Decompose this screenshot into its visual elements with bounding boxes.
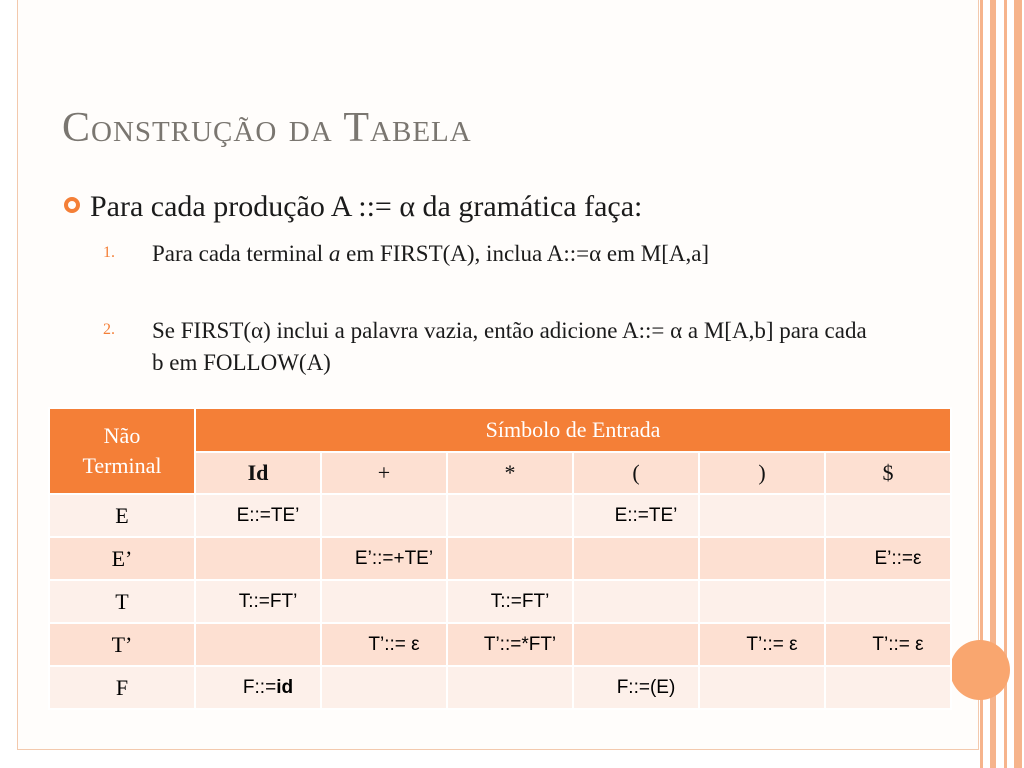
step-text: Se FIRST(α) inclui a palavra vazia, então adicione A::= α a M[A,b] para cada b em FOLLOW(A): [152, 318, 867, 375]
step-text: Para cada terminal a em FIRST(A), inclua A::=α em M[A,a]: [152, 241, 710, 266]
production-cell: T::=FT’: [195, 580, 321, 623]
column-header: +: [321, 452, 447, 494]
production-cell: [447, 537, 573, 580]
table-row: [49, 666, 951, 709]
production-cell: [195, 623, 321, 666]
production-cell: E::=TE’: [195, 494, 321, 537]
production-cell: T::=FT’: [447, 580, 573, 623]
production-cell: E’::=+TE’: [321, 537, 447, 580]
slide-title: Construção da Tabela: [62, 105, 472, 151]
bullet-ring-icon: [64, 197, 80, 213]
production-cell: [573, 580, 699, 623]
production-cell: E::=TE’: [573, 494, 699, 537]
production-cell: [573, 537, 699, 580]
production-cell: T’::= ε: [699, 623, 825, 666]
production-cell: T’::= ε: [321, 623, 447, 666]
production-cell: [321, 580, 447, 623]
column-header: $: [825, 452, 951, 494]
production-cell: [825, 666, 951, 709]
column-header: ): [699, 452, 825, 494]
column-header: Id: [195, 452, 321, 494]
production-cell: [321, 666, 447, 709]
production-cell: [699, 537, 825, 580]
decor-stripe: [1014, 0, 1022, 768]
column-header: *: [447, 452, 573, 494]
nonterminal-cell: E’: [49, 537, 195, 580]
group-header: Símbolo de Entrada: [195, 408, 951, 452]
column-header: (: [573, 452, 699, 494]
step-number: 1.: [103, 244, 115, 261]
production-cell: [573, 623, 699, 666]
production-cell: [699, 580, 825, 623]
production-cell: [825, 494, 951, 537]
nonterminal-cell: E: [49, 494, 195, 537]
production-cell: [447, 666, 573, 709]
production-cell: [825, 580, 951, 623]
nonterminal-cell: F: [49, 666, 195, 709]
table-row: [49, 494, 951, 537]
production-cell: T’::=*FT’: [447, 623, 573, 666]
parse-table: [48, 407, 952, 710]
production-cell: [195, 537, 321, 580]
production-cell: T’::= ε: [825, 623, 951, 666]
production-cell: E’::=ε: [825, 537, 951, 580]
nonterminal-cell: T’: [49, 623, 195, 666]
production-cell: [447, 494, 573, 537]
table-row: [49, 537, 951, 580]
production-cell: [321, 494, 447, 537]
production-cell: [699, 494, 825, 537]
corner-header: Não Terminal: [49, 408, 195, 494]
decor-circle: [950, 640, 1010, 700]
table-row: [49, 580, 951, 623]
main-bullet: [64, 190, 642, 224]
production-cell: F::=(E): [573, 666, 699, 709]
table-row: [49, 623, 951, 666]
main-bullet-text: Para cada produção A ::= α da gramática faça:: [90, 190, 643, 223]
nonterminal-cell: T: [49, 580, 195, 623]
step-number: 2.: [103, 321, 115, 338]
production-cell: F::=id: [195, 666, 321, 709]
production-cell: [699, 666, 825, 709]
